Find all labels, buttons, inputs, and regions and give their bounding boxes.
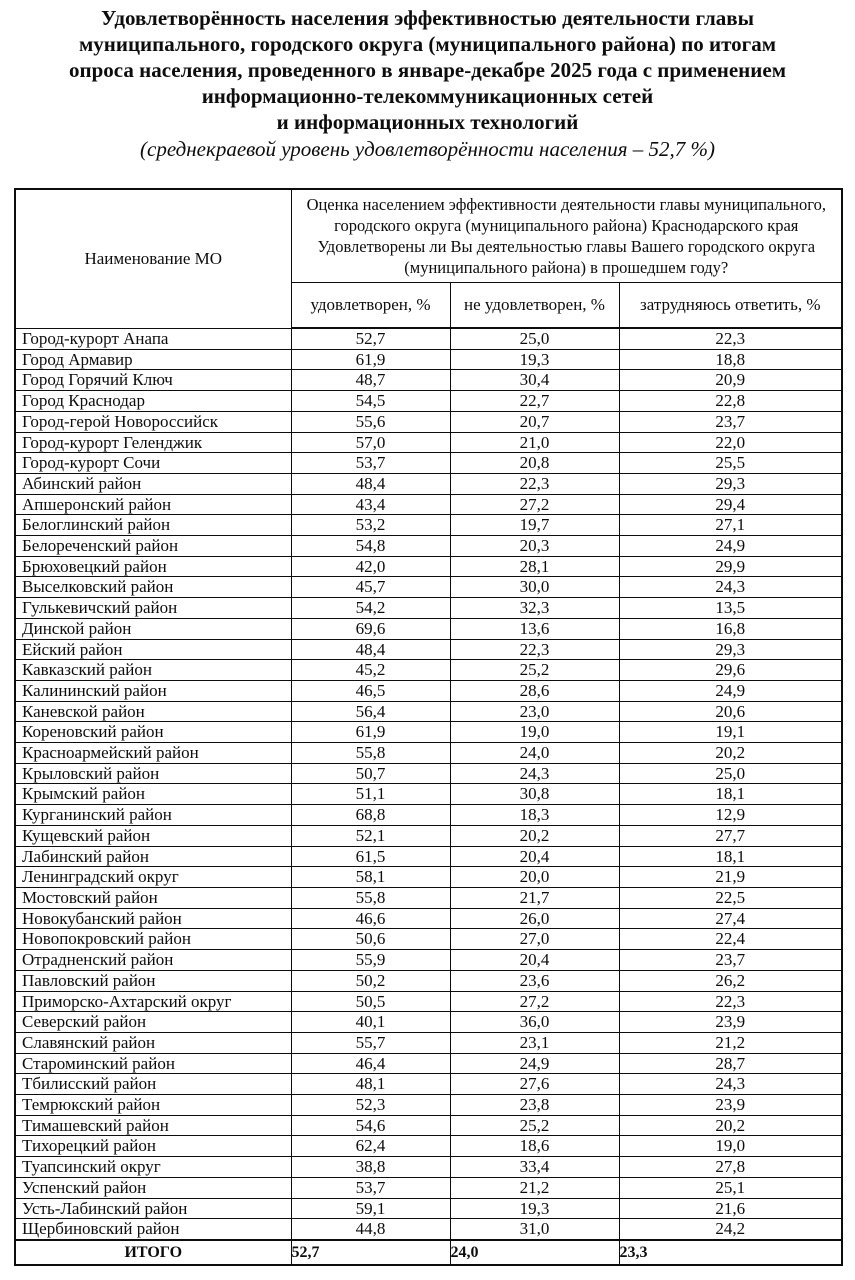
row-municipality-name: Динской район [15, 618, 291, 639]
title-subtitle: (среднекраевой уровень удовлетворённости населения – 52,7 %) [140, 137, 715, 161]
table-row [15, 867, 842, 888]
row-undecided-value: 22,3 [619, 991, 842, 1012]
table-row [15, 370, 842, 391]
row-municipality-name: Темрюкский район [15, 1095, 291, 1116]
row-municipality-name: Белореченский район [15, 536, 291, 557]
row-not-satisfied-value: 20,8 [450, 453, 619, 474]
row-undecided-value: 20,2 [619, 1115, 842, 1136]
row-not-satisfied-value: 27,2 [450, 991, 619, 1012]
row-undecided-value: 26,2 [619, 970, 842, 991]
row-municipality-name: Ейский район [15, 639, 291, 660]
row-municipality-name: Город-герой Новороссийск [15, 411, 291, 432]
table-row [15, 1095, 842, 1116]
survey-table [14, 188, 843, 1266]
row-satisfied-value: 57,0 [291, 432, 450, 453]
row-undecided-value: 22,5 [619, 887, 842, 908]
title-line-3: опроса населения, проведенного в январе-декабре 2025 года с применением [68, 58, 787, 82]
row-municipality-name: Новокубанский район [15, 908, 291, 929]
document-title [0, 0, 855, 163]
row-satisfied-value: 42,0 [291, 556, 450, 577]
row-not-satisfied-value: 19,3 [450, 1198, 619, 1219]
row-satisfied-value: 48,4 [291, 639, 450, 660]
table-row [15, 556, 842, 577]
row-not-satisfied-value: 20,7 [450, 411, 619, 432]
title-line-4: информационно-телекоммуникационных сетей [201, 84, 654, 108]
row-municipality-name: Новопокровский район [15, 929, 291, 950]
table-row [15, 1032, 842, 1053]
row-satisfied-value: 53,7 [291, 453, 450, 474]
row-not-satisfied-value: 27,0 [450, 929, 619, 950]
row-undecided-value: 25,0 [619, 763, 842, 784]
row-municipality-name: Кущевский район [15, 825, 291, 846]
table-row [15, 991, 842, 1012]
row-municipality-name: Староминский район [15, 1053, 291, 1074]
row-not-satisfied-value: 23,8 [450, 1095, 619, 1116]
table-row [15, 328, 842, 349]
row-municipality-name: Усть-Лабинский район [15, 1198, 291, 1219]
row-undecided-value: 27,4 [619, 908, 842, 929]
table-row [15, 743, 842, 764]
row-undecided-value: 23,7 [619, 950, 842, 971]
row-undecided-value: 18,1 [619, 784, 842, 805]
table-row [15, 929, 842, 950]
row-undecided-value: 29,3 [619, 473, 842, 494]
row-undecided-value: 23,7 [619, 411, 842, 432]
table-row [15, 432, 842, 453]
table-row [15, 391, 842, 412]
row-not-satisfied-value: 33,4 [450, 1157, 619, 1178]
table-row [15, 349, 842, 370]
row-municipality-name: Приморско-Ахтарский округ [15, 991, 291, 1012]
row-not-satisfied-value: 20,0 [450, 867, 619, 888]
row-municipality-name: Лабинский район [15, 846, 291, 867]
table-row [15, 887, 842, 908]
row-municipality-name: Белоглинский район [15, 515, 291, 536]
row-not-satisfied-value: 36,0 [450, 1012, 619, 1033]
table-row [15, 618, 842, 639]
title-line-5: и информационных технологий [276, 110, 579, 134]
row-satisfied-value: 53,2 [291, 515, 450, 536]
row-satisfied-value: 69,6 [291, 618, 450, 639]
row-satisfied-value: 53,7 [291, 1177, 450, 1198]
row-not-satisfied-value: 20,2 [450, 825, 619, 846]
row-satisfied-value: 45,2 [291, 660, 450, 681]
row-satisfied-value: 68,8 [291, 805, 450, 826]
row-undecided-value: 21,6 [619, 1198, 842, 1219]
row-satisfied-value: 55,9 [291, 950, 450, 971]
row-satisfied-value: 48,4 [291, 473, 450, 494]
row-undecided-value: 20,6 [619, 701, 842, 722]
col-header-undecided: затрудняюсь ответить, % [619, 283, 842, 329]
row-undecided-value: 22,0 [619, 432, 842, 453]
table-row [15, 598, 842, 619]
row-municipality-name: Крыловский район [15, 763, 291, 784]
row-satisfied-value: 61,9 [291, 722, 450, 743]
title-line-1: Удовлетворённость населения эффективностью деятельности главы [101, 6, 754, 30]
row-municipality-name: Город-курорт Геленджик [15, 432, 291, 453]
row-municipality-name: Выселковский район [15, 577, 291, 598]
table-body [15, 328, 842, 1240]
row-not-satisfied-value: 27,2 [450, 494, 619, 515]
row-satisfied-value: 46,6 [291, 908, 450, 929]
row-municipality-name: Красноармейский район [15, 743, 291, 764]
table-row [15, 1177, 842, 1198]
row-not-satisfied-value: 30,0 [450, 577, 619, 598]
total-row [15, 1240, 842, 1265]
row-undecided-value: 22,3 [619, 328, 842, 349]
table-row [15, 1198, 842, 1219]
table-row [15, 453, 842, 474]
row-not-satisfied-value: 21,2 [450, 1177, 619, 1198]
row-undecided-value: 21,2 [619, 1032, 842, 1053]
row-satisfied-value: 50,5 [291, 991, 450, 1012]
row-municipality-name: Щербиновский район [15, 1219, 291, 1240]
table-row [15, 639, 842, 660]
row-undecided-value: 19,1 [619, 722, 842, 743]
table-question-header: Оценка населением эффективности деятельности главы муниципального, городского округа (муниципального района) Краснодарского края Удовлетворены ли Вы деятельностью главы Вашего городского округа (муниципального района) в прошедшем году? [291, 189, 842, 283]
row-not-satisfied-value: 23,6 [450, 970, 619, 991]
row-not-satisfied-value: 19,0 [450, 722, 619, 743]
row-undecided-value: 27,7 [619, 825, 842, 846]
row-not-satisfied-value: 21,7 [450, 887, 619, 908]
row-satisfied-value: 46,4 [291, 1053, 450, 1074]
row-undecided-value: 28,7 [619, 1053, 842, 1074]
table-row [15, 1157, 842, 1178]
row-undecided-value: 24,3 [619, 1074, 842, 1095]
table-row [15, 577, 842, 598]
table-row [15, 1074, 842, 1095]
row-not-satisfied-value: 24,9 [450, 1053, 619, 1074]
col-header-satisfied: удовлетворен, % [291, 283, 450, 329]
row-satisfied-value: 51,1 [291, 784, 450, 805]
table-row [15, 825, 842, 846]
table-row [15, 680, 842, 701]
row-satisfied-value: 46,5 [291, 680, 450, 701]
row-satisfied-value: 48,1 [291, 1074, 450, 1095]
row-undecided-value: 29,3 [619, 639, 842, 660]
row-municipality-name: Каневской район [15, 701, 291, 722]
row-municipality-name: Павловский район [15, 970, 291, 991]
row-not-satisfied-value: 26,0 [450, 908, 619, 929]
row-not-satisfied-value: 23,0 [450, 701, 619, 722]
row-municipality-name: Тихорецкий район [15, 1136, 291, 1157]
row-undecided-value: 24,9 [619, 536, 842, 557]
row-not-satisfied-value: 20,4 [450, 950, 619, 971]
row-satisfied-value: 52,1 [291, 825, 450, 846]
row-municipality-name: Гулькевичский район [15, 598, 291, 619]
row-not-satisfied-value: 22,7 [450, 391, 619, 412]
row-satisfied-value: 59,1 [291, 1198, 450, 1219]
table-row [15, 805, 842, 826]
row-municipality-name: Абинский район [15, 473, 291, 494]
row-satisfied-value: 50,7 [291, 763, 450, 784]
table-row [15, 908, 842, 929]
table-header [15, 189, 842, 328]
row-satisfied-value: 44,8 [291, 1219, 450, 1240]
row-undecided-value: 21,9 [619, 867, 842, 888]
row-undecided-value: 25,1 [619, 1177, 842, 1198]
row-undecided-value: 20,2 [619, 743, 842, 764]
row-satisfied-value: 52,7 [291, 328, 450, 349]
row-not-satisfied-value: 28,1 [450, 556, 619, 577]
table-row [15, 846, 842, 867]
row-undecided-value: 25,5 [619, 453, 842, 474]
table-row [15, 1136, 842, 1157]
row-undecided-value: 24,9 [619, 680, 842, 701]
row-undecided-value: 22,8 [619, 391, 842, 412]
title-line-2: муниципального, городского округа (муниципального района) по итогам [78, 32, 777, 56]
table-row [15, 515, 842, 536]
total-row-label: ИТОГО [15, 1240, 291, 1265]
total-satisfied-value: 52,7 [291, 1240, 450, 1265]
total-not-satisfied-value: 24,0 [450, 1240, 619, 1265]
row-undecided-value: 18,1 [619, 846, 842, 867]
row-not-satisfied-value: 24,0 [450, 743, 619, 764]
row-not-satisfied-value: 22,3 [450, 639, 619, 660]
table-row [15, 411, 842, 432]
row-not-satisfied-value: 21,0 [450, 432, 619, 453]
table-row [15, 1115, 842, 1136]
row-municipality-name: Курганинский район [15, 805, 291, 826]
row-satisfied-value: 55,8 [291, 887, 450, 908]
row-satisfied-value: 55,6 [291, 411, 450, 432]
row-municipality-name: Мостовский район [15, 887, 291, 908]
row-satisfied-value: 43,4 [291, 494, 450, 515]
table-row [15, 1053, 842, 1074]
row-not-satisfied-value: 27,6 [450, 1074, 619, 1095]
row-not-satisfied-value: 18,6 [450, 1136, 619, 1157]
row-undecided-value: 29,4 [619, 494, 842, 515]
row-not-satisfied-value: 23,1 [450, 1032, 619, 1053]
row-undecided-value: 20,9 [619, 370, 842, 391]
row-not-satisfied-value: 25,0 [450, 328, 619, 349]
row-undecided-value: 27,1 [619, 515, 842, 536]
row-municipality-name: Отрадненский район [15, 950, 291, 971]
row-not-satisfied-value: 19,7 [450, 515, 619, 536]
row-municipality-name: Тимашевский район [15, 1115, 291, 1136]
row-undecided-value: 24,2 [619, 1219, 842, 1240]
row-undecided-value: 12,9 [619, 805, 842, 826]
row-municipality-name: Город Краснодар [15, 391, 291, 412]
row-not-satisfied-value: 30,4 [450, 370, 619, 391]
row-satisfied-value: 48,7 [291, 370, 450, 391]
row-municipality-name: Калининский район [15, 680, 291, 701]
table-row [15, 660, 842, 681]
row-satisfied-value: 61,9 [291, 349, 450, 370]
table-row [15, 970, 842, 991]
row-not-satisfied-value: 31,0 [450, 1219, 619, 1240]
row-municipality-name: Туапсинский округ [15, 1157, 291, 1178]
row-not-satisfied-value: 20,4 [450, 846, 619, 867]
row-satisfied-value: 50,6 [291, 929, 450, 950]
row-not-satisfied-value: 30,8 [450, 784, 619, 805]
row-municipality-name: Тбилисский район [15, 1074, 291, 1095]
row-satisfied-value: 62,4 [291, 1136, 450, 1157]
row-satisfied-value: 55,7 [291, 1032, 450, 1053]
row-undecided-value: 22,4 [619, 929, 842, 950]
row-municipality-name: Город-курорт Сочи [15, 453, 291, 474]
table-row [15, 784, 842, 805]
row-undecided-value: 24,3 [619, 577, 842, 598]
row-municipality-name: Город-курорт Анапа [15, 328, 291, 349]
row-not-satisfied-value: 22,3 [450, 473, 619, 494]
table-row [15, 701, 842, 722]
row-municipality-name: Брюховецкий район [15, 556, 291, 577]
table-row [15, 722, 842, 743]
row-not-satisfied-value: 32,3 [450, 598, 619, 619]
row-undecided-value: 23,9 [619, 1012, 842, 1033]
table-row [15, 1219, 842, 1240]
row-municipality-name: Апшеронский район [15, 494, 291, 515]
table-row [15, 950, 842, 971]
row-satisfied-value: 54,8 [291, 536, 450, 557]
row-satisfied-value: 40,1 [291, 1012, 450, 1033]
row-satisfied-value: 55,8 [291, 743, 450, 764]
row-satisfied-value: 54,2 [291, 598, 450, 619]
total-undecided-value: 23,3 [619, 1240, 842, 1265]
row-not-satisfied-value: 18,3 [450, 805, 619, 826]
row-municipality-name: Успенский район [15, 1177, 291, 1198]
row-undecided-value: 13,5 [619, 598, 842, 619]
row-municipality-name: Крымский район [15, 784, 291, 805]
row-satisfied-value: 52,3 [291, 1095, 450, 1116]
col-header-municipality: Наименование МО [15, 189, 291, 328]
row-municipality-name: Ленинградский округ [15, 867, 291, 888]
row-undecided-value: 23,9 [619, 1095, 842, 1116]
table-row [15, 536, 842, 557]
row-not-satisfied-value: 24,3 [450, 763, 619, 784]
table-row [15, 763, 842, 784]
row-undecided-value: 19,0 [619, 1136, 842, 1157]
row-municipality-name: Город Горячий Ключ [15, 370, 291, 391]
row-undecided-value: 27,8 [619, 1157, 842, 1178]
row-satisfied-value: 58,1 [291, 867, 450, 888]
row-undecided-value: 18,8 [619, 349, 842, 370]
row-not-satisfied-value: 25,2 [450, 1115, 619, 1136]
row-municipality-name: Северский район [15, 1012, 291, 1033]
row-satisfied-value: 56,4 [291, 701, 450, 722]
row-municipality-name: Город Армавир [15, 349, 291, 370]
row-not-satisfied-value: 20,3 [450, 536, 619, 557]
table-row [15, 494, 842, 515]
row-undecided-value: 16,8 [619, 618, 842, 639]
row-undecided-value: 29,9 [619, 556, 842, 577]
row-municipality-name: Кавказский район [15, 660, 291, 681]
row-not-satisfied-value: 19,3 [450, 349, 619, 370]
row-satisfied-value: 50,2 [291, 970, 450, 991]
table-row [15, 1012, 842, 1033]
row-not-satisfied-value: 28,6 [450, 680, 619, 701]
row-satisfied-value: 54,5 [291, 391, 450, 412]
col-header-not-satisfied: не удовлетворен, % [450, 283, 619, 329]
row-not-satisfied-value: 25,2 [450, 660, 619, 681]
table-row [15, 473, 842, 494]
row-municipality-name: Славянский район [15, 1032, 291, 1053]
row-satisfied-value: 61,5 [291, 846, 450, 867]
row-not-satisfied-value: 13,6 [450, 618, 619, 639]
row-satisfied-value: 38,8 [291, 1157, 450, 1178]
row-satisfied-value: 45,7 [291, 577, 450, 598]
row-undecided-value: 29,6 [619, 660, 842, 681]
row-municipality-name: Кореновский район [15, 722, 291, 743]
row-satisfied-value: 54,6 [291, 1115, 450, 1136]
